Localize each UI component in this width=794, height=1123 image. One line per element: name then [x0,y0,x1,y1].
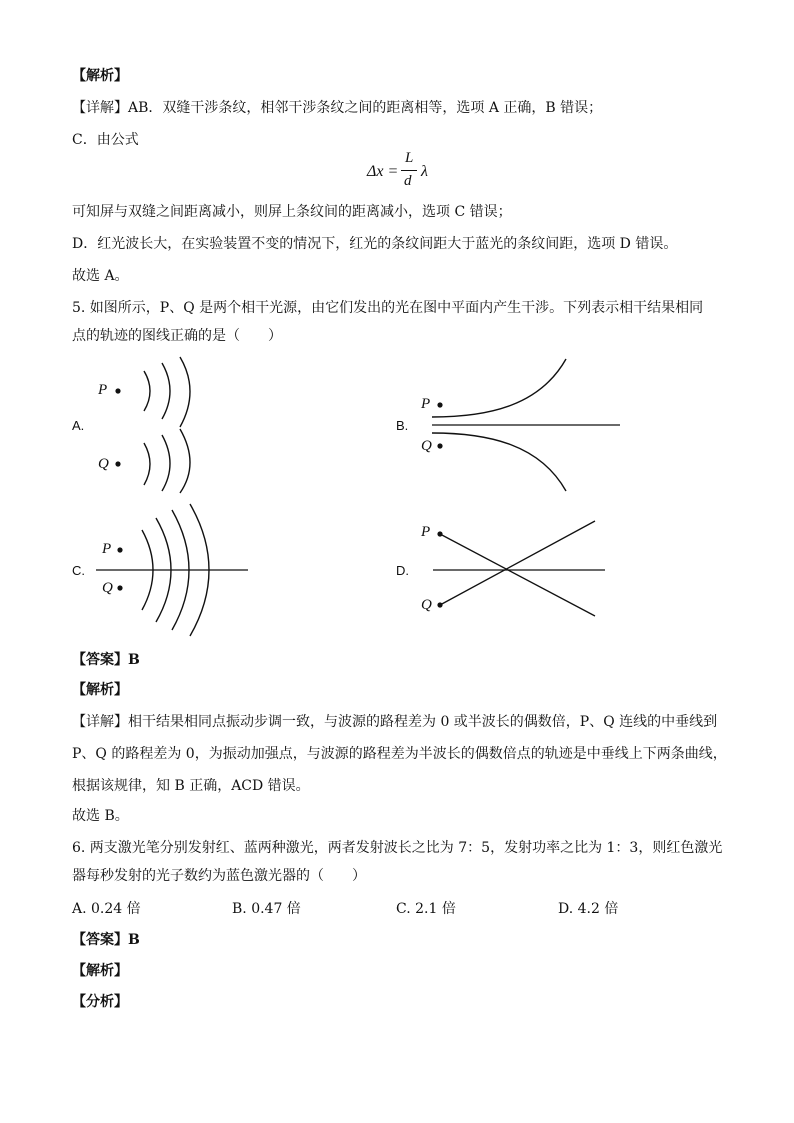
question-6-line2: 器每秒发射的光子数约为蓝色激光器的（ ） [72,868,366,884]
source-q-dot [437,443,442,448]
lower-hyperbola [432,433,566,491]
upper-hyperbola [432,359,566,417]
formula-rhs: λ [421,163,428,180]
figure-c-q-label: Q [102,580,113,596]
arc-p-3 [180,357,190,427]
source-p-dot [117,547,122,552]
choice-b: B. 0.47 倍 [232,901,301,917]
source-p-dot [437,402,442,407]
detail-paragraph: 【详解】AB．双缝干涉条纹，相邻干涉条纹之间的距离相等，选项 A 正确，B 错误； [72,100,603,116]
conclusion-d: D．红光波长大，在实验装置不变的情况下，红光的条纹间距大于蓝光的条纹间距，选项 D 错误。 [72,236,678,252]
figure-c-p-label: P [102,541,112,557]
figure-b-q-label: Q [421,438,432,454]
source-p-dot [115,388,120,393]
arc-p-1 [144,371,150,411]
formula-intro: C．由公式 [72,132,139,148]
detail-5-line2: P、Q 的路程差为 0，为振动加强点，与波源的路程差为半波长的偶数倍点的轨迹是中垂线上下两条曲线， [72,746,727,762]
detail-5-line3: 根据该规律，知 B 正确，ACD 错误。 [72,778,310,794]
figure-d-q-label: Q [421,597,432,613]
formula-lhs: Δx = [367,163,399,180]
figure-a-p-label: P [98,382,108,398]
analysis-heading: 【解析】 [72,68,128,84]
figure-d-label: D. [396,563,409,578]
figure-a-q-label: Q [98,456,109,472]
choice-c: C. 2.1 倍 [396,901,456,917]
fringe-spacing-formula [365,150,485,194]
detail-5-line1: 【详解】相干结果相同点振动步调一致，与波源的路程差为 0 或半波长的偶数倍，P、Q 连线的中垂线到 [72,714,718,730]
arc-q-2 [162,435,170,491]
figure-c-label: C. [72,563,85,578]
question-5-line1: 5. 如图所示，P、Q 是两个相干光源，由它们发出的光在图中平面内产生干涉。下列表示相干结果相同 [72,300,704,316]
figure-d-diagram [425,515,625,625]
choice-d: D. 4.2 倍 [558,901,619,917]
answer-6: 【答案】B [72,932,140,948]
figure-b-label: B. [396,418,409,433]
analysis-6-heading: 【解析】 [72,963,128,979]
source-q-dot [117,585,122,590]
arc-q-1 [144,443,150,485]
answer-5: 【答案】B [72,652,140,668]
source-q-dot [115,461,120,466]
line-from-p [440,534,595,616]
analysis-6-subheading: 【分析】 [72,994,128,1010]
figure-b-p-label: P [421,396,431,412]
figure-b-diagram [420,355,660,495]
arc-q-3 [180,429,190,493]
line-from-q [440,521,595,605]
figure-c-diagram [90,502,290,642]
fraction-bar [401,170,417,171]
formula-numerator: L [405,150,414,166]
selection-a: 故选 A。 [72,268,129,284]
conclusion-c: 可知屏与双缝之间距离减小，则屏上条纹间的距离减小，选项 C 错误； [72,204,512,220]
analysis-5-heading: 【解析】 [72,682,128,698]
arc-p-2 [162,363,170,419]
figure-d-p-label: P [421,524,431,540]
figure-a-label: A. [72,418,85,433]
figure-a-diagram [90,355,310,495]
question-6-line1: 6. 两支激光笔分别发射红、蓝两种激光，两者发射波长之比为 7：5，发射功率之比为 1：3，则红色激光 [72,840,723,856]
question-5-line2: 点的轨迹的图线正确的是（ ） [72,328,282,344]
formula-denominator: d [404,173,412,189]
selection-5: 故选 B。 [72,808,129,824]
choice-a: A. 0.24 倍 [72,901,141,917]
